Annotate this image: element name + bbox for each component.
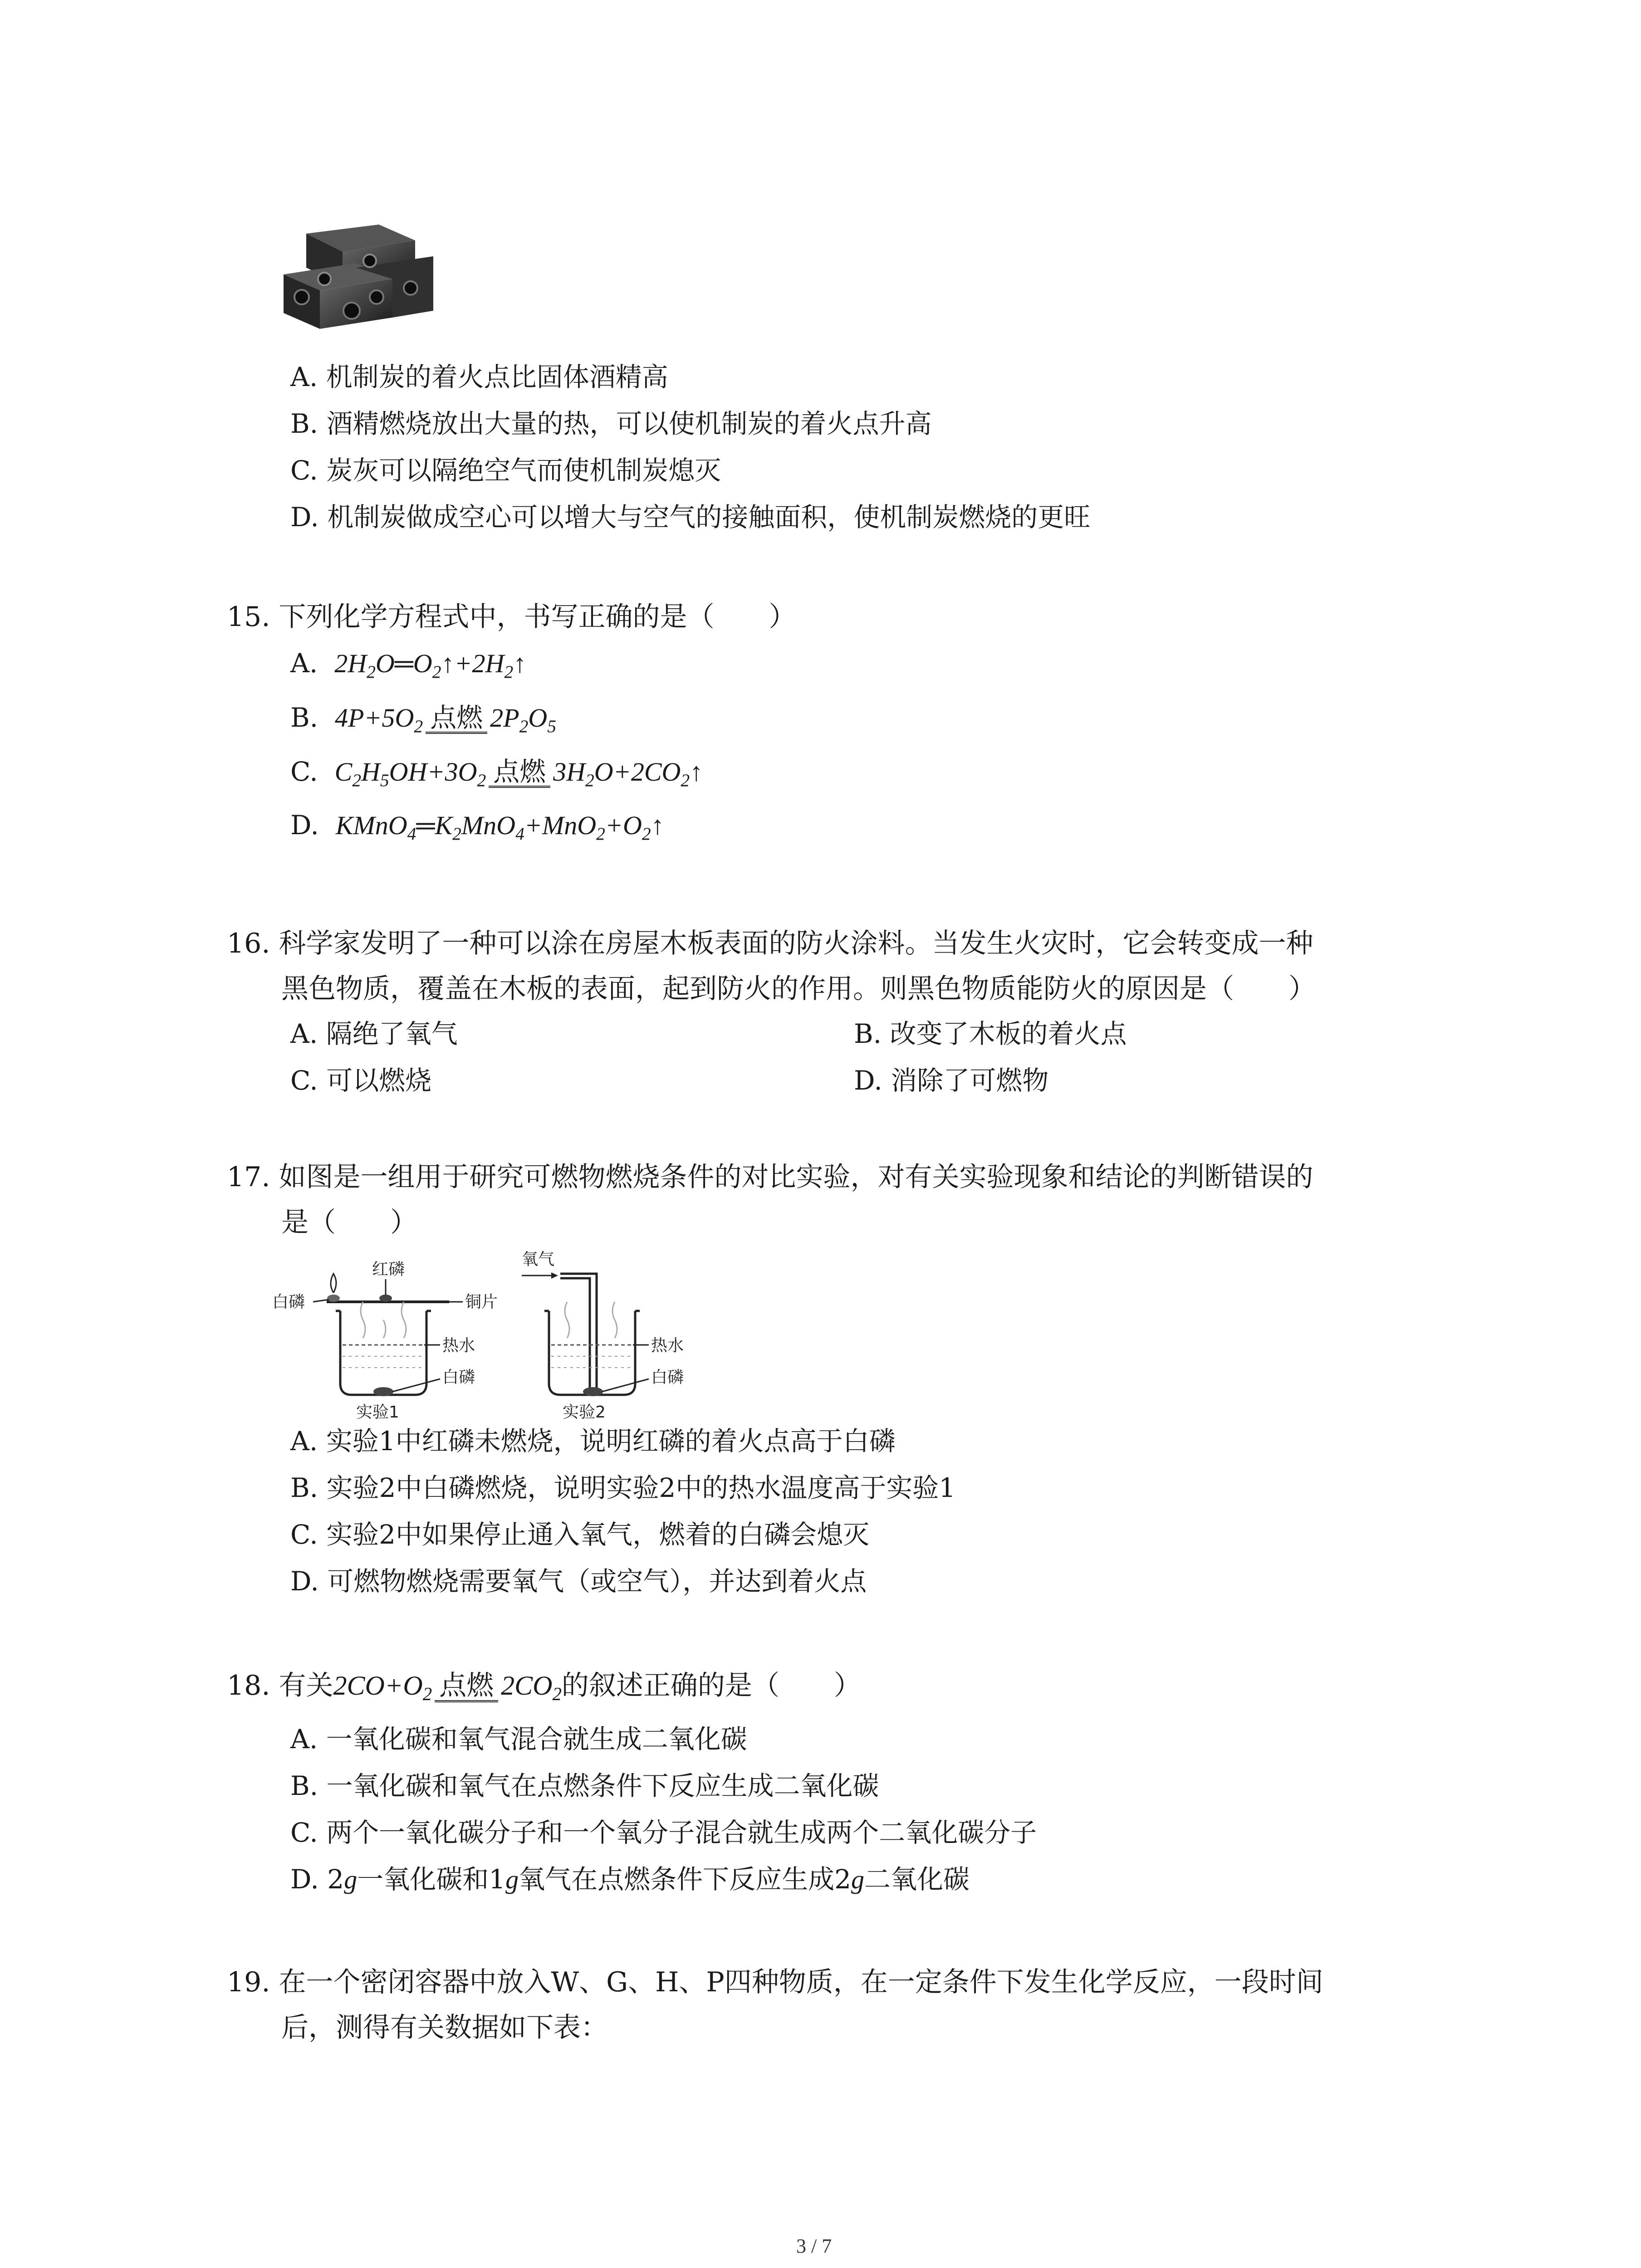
label-hot-water-1: 热水 <box>442 1336 475 1355</box>
q14-option-a: A. 机制炭的着火点比固体酒精高 <box>290 362 668 392</box>
q16-option-a: A. 隔绝了氧气 <box>290 1018 458 1049</box>
equation-d: $KMnO_4═K_2MnO_4+MnO_2+O_2↑$ <box>335 811 664 844</box>
q18-option-b: B. 一氧化碳和氧气在点燃条件下反应生成二氧化碳 <box>290 1770 879 1801</box>
q18-option-c: C. 两个一氧化碳分子和一个氧分子混合就生成两个二氧化碳分子 <box>290 1817 1037 1848</box>
charcoal-briquettes-image <box>279 220 438 338</box>
label-exp2: 实验2 <box>563 1403 606 1422</box>
equation-co: $2CO+O_2$ 点燃 $2CO_2$ <box>333 1670 562 1705</box>
experiment-figure <box>272 1247 726 1424</box>
q17-option-b: B. 实验2中白磷燃烧，说明实验2中的热水温度高于实验1 <box>290 1472 956 1503</box>
equation-a: $2H_2O═O_2↑+2H_2↑$ <box>334 649 527 682</box>
q16-option-c: C. 可以燃烧 <box>290 1065 432 1096</box>
label-oxygen: 氧气 <box>522 1250 555 1269</box>
page-number: 3 / 7 <box>796 2235 832 2257</box>
label-white-phosphorus-1: 白磷 <box>272 1293 305 1311</box>
q17-option-c: C. 实验2中如果停止通入氧气，燃着的白磷会熄灭 <box>290 1519 870 1550</box>
label-copper: 铜片 <box>465 1293 498 1311</box>
label-white-phosphorus-1b: 白磷 <box>442 1368 475 1387</box>
label-hot-water-2: 热水 <box>651 1336 684 1355</box>
q14-option-c: C. 炭灰可以隔绝空气而使机制炭熄灭 <box>290 455 721 486</box>
q17-stem-line1: 17. 如图是一组用于研究可燃物燃烧条件的对比实验，对有关实验现象和结论的判断错误的 <box>227 1161 1313 1193</box>
q16-stem-line1: 16. 科学家发明了一种可以涂在房屋木板表面的防火涂料。当发生火灾时，它会转变成一种 <box>227 928 1313 959</box>
q16-option-d: D. 消除了可燃物 <box>854 1065 1049 1096</box>
q14-option-d: D. 机制炭做成空心可以增大与空气的接触面积，使机制炭燃烧的更旺 <box>290 502 1091 533</box>
q15-option-a: A. $2H_2O═O_2↑+2H_2↑$ <box>290 648 527 682</box>
label-red-phosphorus: 红磷 <box>372 1260 405 1279</box>
q15-option-d: D. $KMnO_4═K_2MnO_4+MnO_2+O_2↑$ <box>290 810 664 844</box>
q16-option-b: B. 改变了木板的着火点 <box>854 1018 1127 1049</box>
q16-stem-line2: 黑色物质，覆盖在木板的表面，起到防火的作用。则黑色物质能防火的原因是（ ） <box>281 973 1316 1005</box>
equation-c: $C_2H_5OH+3O_2$ 点燃 $3H_2O+2CO_2↑$ <box>334 756 703 790</box>
reaction-condition: 点燃 <box>426 704 487 734</box>
q18-stem: 18. 有关$2CO+O_2$ 点燃 $2CO_2$的叙述正确的是（ ） <box>227 1670 861 1705</box>
q15-stem: 15. 下列化学方程式中，书写正确的是（ ） <box>227 601 796 633</box>
q14-option-b: B. 酒精燃烧放出大量的热，可以使机制炭的着火点升高 <box>290 408 932 439</box>
label-exp1: 实验1 <box>356 1403 399 1422</box>
label-white-phosphorus-2: 白磷 <box>651 1368 684 1387</box>
reaction-condition: 点燃 <box>489 758 550 788</box>
q17-option-d: D. 可燃物燃烧需要氧气（或空气），并达到着火点 <box>290 1566 867 1597</box>
q19-stem-line2: 后，测得有关数据如下表： <box>281 2012 608 2043</box>
reaction-condition: 点燃 <box>435 1672 498 1702</box>
q18-option-a: A. 一氧化碳和氧气混合就生成二氧化碳 <box>290 1724 747 1755</box>
q15-option-b: B. $4P+5O_2$ 点燃 $2P_2O_5$ <box>290 702 556 736</box>
q17-stem-line2: 是（ ） <box>281 1207 417 1238</box>
q15-option-c: C. $C_2H_5OH+3O_2$ 点燃 $3H_2O+2CO_2↑$ <box>290 756 703 790</box>
equation-b: $4P+5O_2$ 点燃 $2P_2O_5$ <box>334 702 556 736</box>
q18-option-d: D. 2g一氧化碳和1g氧气在点燃条件下反应生成2g二氧化碳 <box>290 1864 970 1895</box>
q17-option-a: A. 实验1中红磷未燃烧，说明红磷的着火点高于白磷 <box>290 1426 896 1457</box>
q19-stem-line1: 19. 在一个密闭容器中放入W、G、H、P四种物质，在一定条件下发生化学反应，一段时间 <box>227 1966 1323 1998</box>
